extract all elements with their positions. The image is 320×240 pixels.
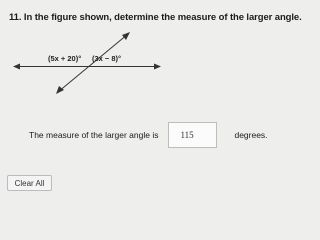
- right-arrowhead-icon: [154, 64, 161, 70]
- upper-arrowhead-icon: [122, 32, 130, 40]
- clear-all-button[interactable]: Clear All: [7, 175, 52, 191]
- answer-row: [29, 121, 268, 149]
- answer-prompt: The measure of the larger angle is: [29, 130, 159, 140]
- answer-input[interactable]: 115: [168, 122, 217, 148]
- left-arrowhead-icon: [13, 64, 20, 70]
- angle-left-label: (5x + 20)°: [48, 54, 82, 63]
- lower-arrowhead-icon: [56, 86, 64, 94]
- question-text: 11. In the figure shown, determine the measure of the larger angle.: [9, 12, 302, 23]
- transversal-line: [58, 34, 128, 92]
- answer-unit: degrees.: [234, 130, 268, 140]
- angle-right-label: (3x − 8)°: [92, 54, 122, 63]
